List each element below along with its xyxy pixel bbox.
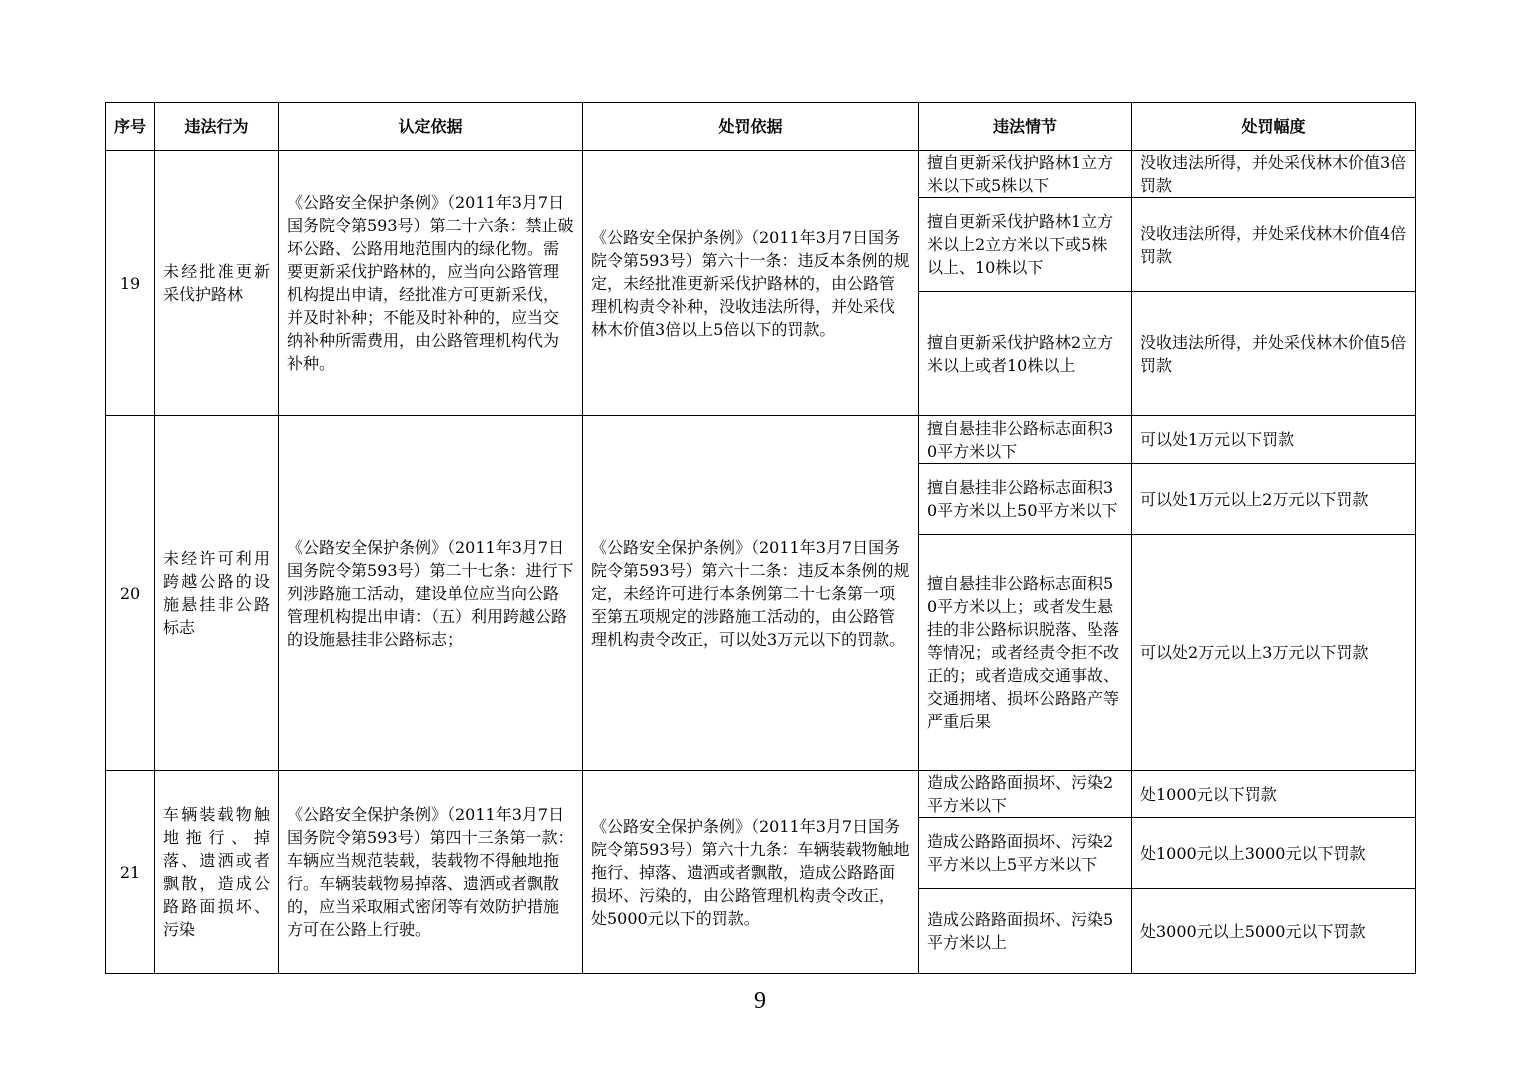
penalty-range: 没收违法所得，并处采伐林木价值3倍罚款 <box>1132 151 1416 198</box>
penalty-basis: 《公路安全保护条例》（2011年3月7日国务院令第593号）第六十九条：车辆装载物触地拖行、掉落、遗洒或者飘散，造成公路路面损坏、污染的，由公路管理机构责令改正，处5000元以下的罚款。 <box>583 771 919 974</box>
violation-circumstance: 擅自悬挂非公路标志面积30平方米以下 <box>919 416 1132 464</box>
violation-circumstance: 擅自更新采伐护路林1立方米以上2立方米以下或5株以上、10株以下 <box>919 198 1132 292</box>
violation-circumstance: 造成公路路面损坏、污染5平方米以上 <box>919 889 1132 974</box>
penalty-range: 可以处1万元以上2万元以下罚款 <box>1132 464 1416 535</box>
violation-circumstance: 造成公路路面损坏、污染2平方米以上5平方米以下 <box>919 818 1132 889</box>
violation-act: 未经批准更新采伐护路林 <box>155 151 279 416</box>
penalty-range: 没收违法所得，并处采伐林木价值4倍罚款 <box>1132 198 1416 292</box>
violation-act: 车辆装载物触地拖行、掉落、遗洒或者飘散，造成公路路面损坏、污染 <box>155 771 279 974</box>
penalty-basis: 《公路安全保护条例》（2011年3月7日国务院令第593号）第六十一条：违反本条例的规定，未经批准更新采伐护路林的，由公路管理机构责令补种，没收违法所得，并处采伐林木价值3倍以上5倍以下的罚款。 <box>583 151 919 416</box>
page-number: 9 <box>754 988 766 1014</box>
penalty-range: 处1000元以下罚款 <box>1132 771 1416 818</box>
row-number: 20 <box>106 416 155 771</box>
determination-basis: 《公路安全保护条例》（2011年3月7日国务院令第593号）第二十六条：禁止破坏公路、公路用地范围内的绿化物。需要更新采伐护路林的，应当向公路管理机构提出申请，经批准方可更新采伐，并及时补种；不能及时补种的，应当交纳补种所需费用，由公路管理机构代为补种。 <box>279 151 583 416</box>
table-row <box>106 416 1416 464</box>
penalty-range: 处3000元以上5000元以下罚款 <box>1132 889 1416 974</box>
row-number: 21 <box>106 771 155 974</box>
row-number: 19 <box>106 151 155 416</box>
violation-circumstance: 造成公路路面损坏、污染2平方米以下 <box>919 771 1132 818</box>
penalty-table <box>105 102 1416 974</box>
table-row <box>106 151 1416 198</box>
header-act: 违法行为 <box>155 103 279 151</box>
header-no: 序号 <box>106 103 155 151</box>
header-row <box>106 103 1416 151</box>
header-range: 处罚幅度 <box>1132 103 1416 151</box>
table-row <box>106 771 1416 818</box>
violation-act: 未经许可利用跨越公路的设施悬挂非公路标志 <box>155 416 279 771</box>
header-basis: 认定依据 <box>279 103 583 151</box>
violation-circumstance: 擅自更新采伐护路林2立方米以上或者10株以上 <box>919 292 1132 416</box>
penalty-basis: 《公路安全保护条例》（2011年3月7日国务院令第593号）第六十二条：违反本条例的规定，未经许可进行本条例第二十七条第一项至第五项规定的涉路施工活动的，由公路管理机构责令改正，可以处3万元以下的罚款。 <box>583 416 919 771</box>
violation-circumstance: 擅自悬挂非公路标志面积30平方米以上50平方米以下 <box>919 464 1132 535</box>
header-circumstance: 违法情节 <box>919 103 1132 151</box>
header-penalty-basis: 处罚依据 <box>583 103 919 151</box>
determination-basis: 《公路安全保护条例》（2011年3月7日国务院令第593号）第四十三条第一款：车辆应当规范装载，装载物不得触地拖行。车辆装载物易掉落、遗洒或者飘散的，应当采取厢式密闭等有效防护措施方可在公路上行驶。 <box>279 771 583 974</box>
penalty-range: 没收违法所得，并处采伐林木价值5倍罚款 <box>1132 292 1416 416</box>
violation-circumstance: 擅自悬挂非公路标志面积50平方米以上；或者发生悬挂的非公路标识脱落、坠落等情况；或者经责令拒不改正的；或者造成交通事故、交通拥堵、损坏公路路产等严重后果 <box>919 535 1132 771</box>
determination-basis: 《公路安全保护条例》（2011年3月7日国务院令第593号）第二十七条：进行下列涉路施工活动，建设单位应当向公路管理机构提出申请：（五）利用跨越公路的设施悬挂非公路标志； <box>279 416 583 771</box>
penalty-range: 处1000元以上3000元以下罚款 <box>1132 818 1416 889</box>
penalty-range: 可以处2万元以上3万元以下罚款 <box>1132 535 1416 771</box>
penalty-range: 可以处1万元以下罚款 <box>1132 416 1416 464</box>
violation-circumstance: 擅自更新采伐护路林1立方米以下或5株以下 <box>919 151 1132 198</box>
